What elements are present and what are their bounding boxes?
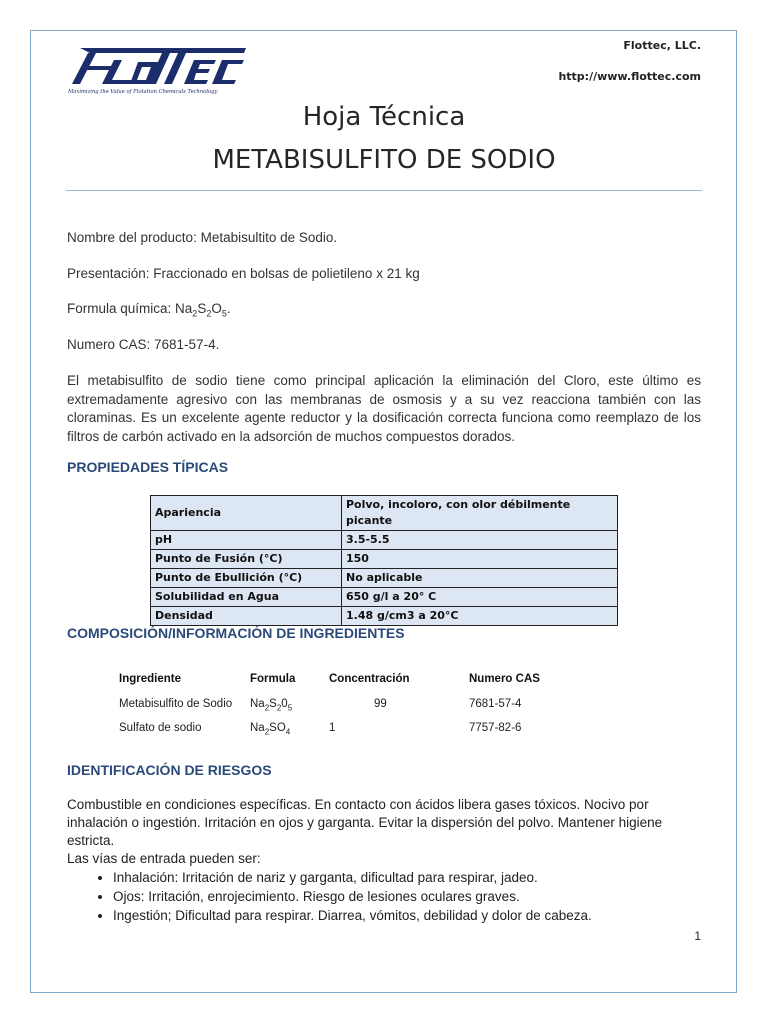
ingredient-formula	[250, 698, 292, 712]
formula-subscript: 2	[264, 727, 270, 737]
property-label: Solubilidad en Agua	[151, 588, 342, 607]
formula-label: Formula química: Na	[67, 301, 193, 316]
risks-list	[67, 868, 743, 925]
ingredient-name: Sulfato de sodio	[119, 722, 202, 734]
formula-part: Na	[250, 722, 265, 734]
svg-text:Maximizing the Value of Flotat: Maximizing the Value of Flotation Chemicals Technology	[68, 89, 218, 95]
ingredients-header-cas: Numero CAS	[469, 673, 540, 685]
formula-subscript: 2	[192, 308, 198, 319]
flottec-logo	[66, 44, 252, 96]
property-value: 150	[342, 550, 618, 569]
property-label: pH	[151, 531, 342, 550]
formula-part: Na	[250, 698, 265, 710]
product-name: Nombre del producto: Metabisultito de Sodio.	[67, 230, 338, 245]
risk-item-eyes: • Ojos: Irritación, enrojecimiento. Riesgo de lesiones oculares graves.	[113, 887, 743, 906]
ingredient-concentration: 99	[374, 698, 387, 710]
product-formula	[67, 299, 231, 324]
formula-part: SO	[269, 722, 286, 734]
section-heading-properties: PROPIEDADES TÍPICAS	[67, 459, 229, 475]
ingredients-header-concentration: Concentración	[329, 673, 410, 685]
formula-end: .	[226, 301, 231, 316]
risks-description: Combustible en condiciones específicas. En contacto con ácidos libera gases tóxicos. Nocivo por inhalación o ingestión. Irritación en ojos y garganta. Evitar la dispersión del polvo. Mantener higiene estricta.	[67, 797, 663, 848]
properties-row	[151, 531, 618, 550]
formula-subscript: 2	[264, 703, 270, 713]
product-presentation: Presentación: Fraccionado en bolsas de polietileno x 21 kg	[67, 266, 420, 281]
property-label: Punto de Fusión (°C)	[151, 550, 342, 569]
property-label: Punto de Ebullición (°C)	[151, 569, 342, 588]
company-name: Flottec, LLC.	[623, 39, 701, 52]
formula-sulfur: S	[197, 301, 207, 316]
property-value: 1.48 g/cm3 a 20°C	[342, 607, 618, 626]
formula-part: S	[269, 698, 277, 710]
ingredient-cas: 7681-57-4	[469, 698, 522, 710]
risks-text	[67, 796, 707, 868]
properties-row	[151, 588, 618, 607]
property-value: Polvo, incoloro, con olor débilmente picante	[342, 496, 618, 531]
risk-item-ingestion: • Ingestión; Dificultad para respirar. Diarrea, vómitos, debilidad y dolor de cabeza.	[113, 906, 743, 925]
page-number: 1	[694, 929, 701, 943]
formula-subscript: 4	[285, 727, 291, 737]
ingredient-name: Metabisulfito de Sodio	[119, 698, 233, 710]
properties-row	[151, 569, 618, 588]
ingredients-header-formula: Formula	[250, 673, 296, 685]
properties-row	[151, 550, 618, 569]
product-description: El metabisulfito de sodio tiene como principal aplicación la eliminación del Cloro, este último es extremadamente agresivo con las membranas de osmosis y a su vez reacciona también con las cloraminas. Es un excelente agente reductor y la dosificación correcta funciona como reemplazo de los filtros de carbón activado en la adsorción de muchos compuestos dorados.	[67, 373, 701, 444]
ingredient-formula	[250, 722, 290, 736]
company-website-link[interactable]: http://www.flottec.com	[558, 70, 701, 83]
document-subtitle: METABISULFITO DE SODIO	[212, 145, 556, 175]
property-value: No aplicable	[342, 569, 618, 588]
property-label: Apariencia	[151, 496, 342, 531]
formula-oxygen: O	[211, 301, 222, 316]
ingredient-concentration: 1	[329, 722, 336, 734]
properties-table	[150, 495, 618, 626]
risk-item-inhalation: • Inhalación: Irritación de nariz y garganta, dificultad para respirar, jadeo.	[113, 868, 743, 887]
properties-row	[151, 607, 618, 626]
ingredient-cas: 7757-82-6	[469, 722, 522, 734]
formula-subscript: 2	[276, 703, 282, 713]
title-divider	[66, 190, 702, 191]
formula-subscript: 2	[206, 308, 212, 319]
formula-subscript: 5	[221, 308, 227, 319]
property-value: 3.5-5.5	[342, 531, 618, 550]
property-value: 650 g/l a 20° C	[342, 588, 618, 607]
risks-intro: Las vías de entrada pueden ser:	[67, 851, 261, 866]
formula-part: 0	[281, 698, 288, 710]
formula-subscript: 5	[287, 703, 293, 713]
product-cas: Numero CAS: 7681-57-4.	[67, 337, 220, 352]
properties-row	[151, 496, 618, 531]
ingredients-header-name: Ingrediente	[119, 673, 181, 685]
document-title: Hoja Técnica	[302, 102, 466, 132]
property-label: Densidad	[151, 607, 342, 626]
section-heading-risks: IDENTIFICACIÓN DE RIESGOS	[67, 762, 272, 778]
section-heading-composition: COMPOSICIÓN/INFORMACIÓN DE INGREDIENTES	[67, 625, 405, 641]
